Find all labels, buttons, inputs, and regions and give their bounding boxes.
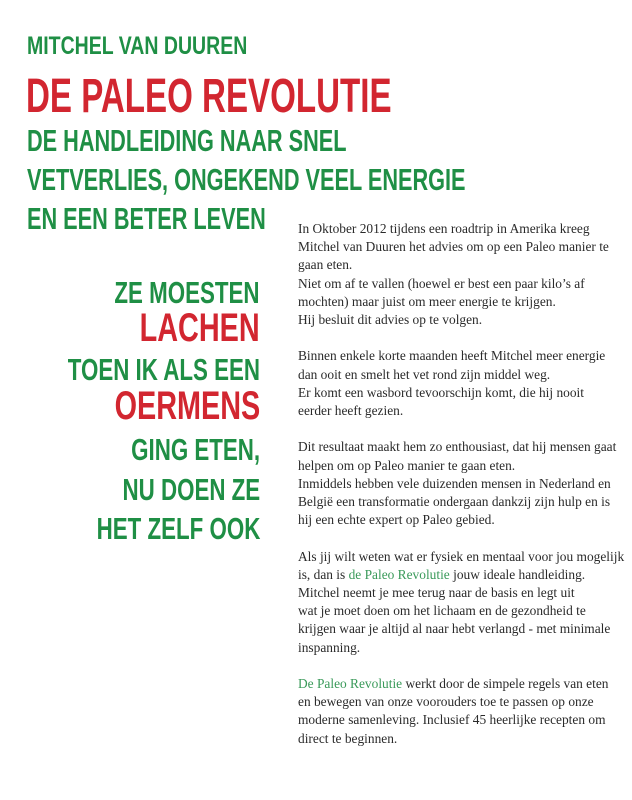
subtitle-line-2: VETVERLIES, ONGEKEND VEEL ENERGIE	[27, 162, 466, 197]
book-title: DE PALEO REVOLUTIE	[26, 70, 392, 123]
quote-line: TOEN IK ALS EEN	[67, 352, 260, 387]
paragraph-1: In Oktober 2012 tijdens een roadtrip in Amerika kreeg Mitchel van Duuren het advies om op een Paleo manier te gaan eten. Niet om af te vallen (hoewel er best een paar kilo’s af mochten) maar juist om meer energie te krijgen. Hij besluit dit advies op te volgen.	[298, 221, 609, 328]
author-name: MITCHEL VAN DUUREN	[27, 32, 248, 60]
paragraph-3: Dit resultaat maakt hem zo enthousiast, dat hij mensen gaat helpen om op Paleo manier te gaan eten. Inmiddels hebben vele duizenden mensen in Nederland en België een transformatie ondergaan dankzij zijn hulp en is hij een echte expert op Paleo gebied.	[298, 439, 617, 528]
quote-line-highlight: LACHEN	[139, 306, 260, 350]
book-title-link: de Paleo Revolutie	[348, 566, 450, 582]
quote-line: GING ETEN,	[131, 432, 260, 467]
book-title-link: De Paleo Revolutie	[298, 676, 403, 692]
paragraph-4: Als jij wilt weten wat er fysiek en mentaal voor jou mogelijk is, dan is de Paleo Revolutie jouw ideale handleiding. Mitchel neemt je mee terug naar de basis en legt uit wat je moet doen om het lichaam en de gezondheid te krijgen waar je altijd al naar hebt verlangd - met minimale inspanning.	[298, 548, 625, 655]
body-text	[298, 220, 628, 766]
paragraph-5: De Paleo Revolutie werkt door de simpele regels van eten en bewegen van onze voorouders toe te passen op onze moderne samenleving. Inclusief 45 heerlijke recepten om direct te beginnen.	[298, 676, 609, 746]
quote-line: NU DOEN ZE	[122, 472, 260, 507]
quote-line: ZE MOESTEN	[114, 275, 260, 310]
quote-line-highlight: OERMENS	[114, 384, 260, 428]
subtitle-line-1: DE HANDLEIDING NAAR SNEL	[27, 123, 347, 158]
quote-line: HET ZELF OOK	[96, 511, 260, 546]
subtitle-line-3: EN EEN BETER LEVEN	[27, 201, 266, 236]
paragraph-2: Binnen enkele korte maanden heeft Mitchel meer energie dan ooit en smelt het vet rond zijn middel weg. Er komt een wasbord tevoorschijn komt, die hij nooit eerder heeft gezien.	[298, 348, 606, 419]
